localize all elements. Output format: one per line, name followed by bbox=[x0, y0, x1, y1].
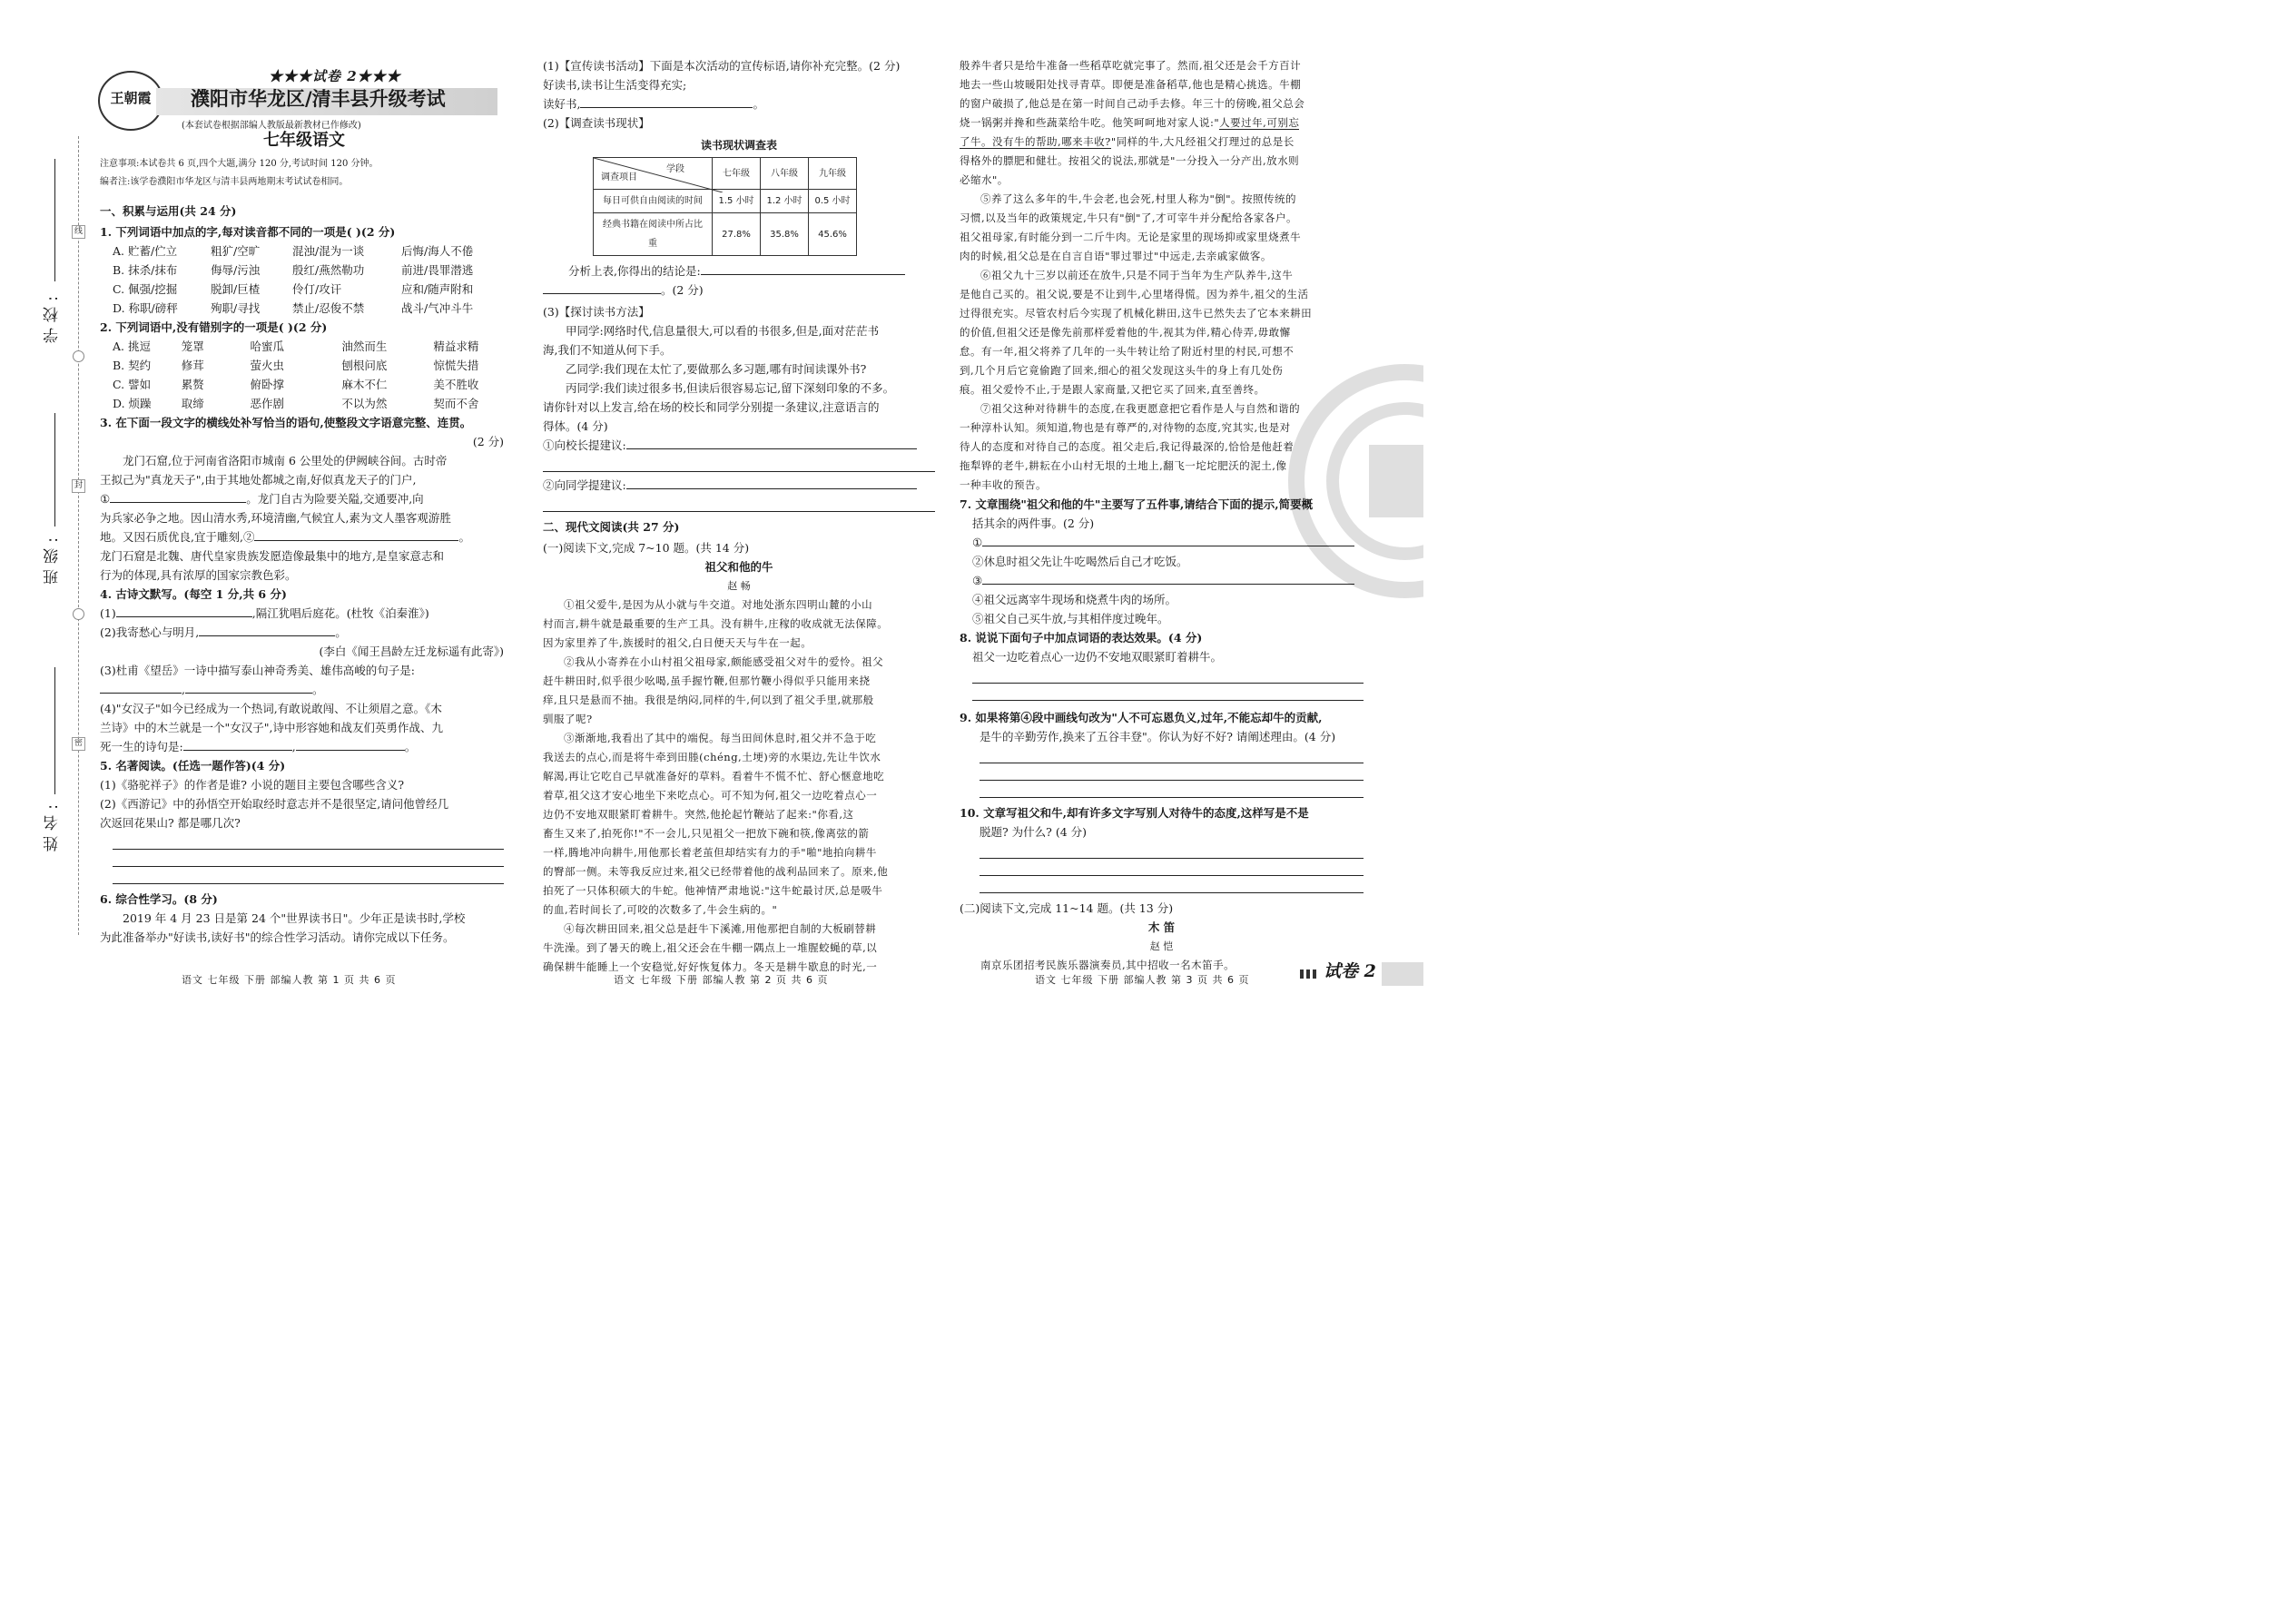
story-text: "同样的牛,大凡经祖父打理过的总是长 bbox=[1110, 135, 1295, 148]
q7-number: ③ bbox=[972, 574, 983, 587]
option-cell: 不以为然 bbox=[341, 397, 388, 410]
option-cell: D. 烦躁 bbox=[113, 397, 152, 410]
q6-text: 为此准备举办"好读书,读好书"的综合性学习活动。请你完成以下任务。 bbox=[100, 930, 455, 944]
question-4: 4. 古诗文默写。(每空 1 分,共 6 分) bbox=[100, 587, 287, 601]
binding-hole-bottom bbox=[73, 608, 84, 620]
story-line: 牛洗澡。到了暑天的晚上,祖父还会在牛棚一隅点上一堆腥蛟蝇的草,以 bbox=[543, 941, 878, 954]
q3-blank-2[interactable] bbox=[254, 528, 458, 541]
a3-text: 请你针对以上发言,给在场的校长和同学分别提一条建议,注意语言的 bbox=[543, 400, 880, 414]
story-line: 的臀部一侧。未等我反应过来,祖父已经带着他的战利品回来了。原来,他 bbox=[543, 865, 889, 878]
underlined-sentence: 人要过年,可别忘 bbox=[1219, 116, 1300, 129]
story-line: 痒,且只是悬而不抽。我很是纳闷,同样的牛,何以到了祖父手里,就那般 bbox=[543, 694, 874, 706]
option-row[interactable] bbox=[113, 375, 504, 394]
answer-line[interactable] bbox=[980, 767, 1364, 781]
column-1 bbox=[100, 198, 504, 947]
class-field[interactable] bbox=[54, 413, 55, 527]
story-line: ⑥祖父九十三岁以前还在放牛,只是不同于当年为生产队养牛,这牛 bbox=[980, 269, 1294, 281]
q4-blank[interactable] bbox=[183, 738, 292, 751]
suggestion-principal bbox=[543, 436, 935, 455]
question-7: 括其余的两件事。(2 分) bbox=[972, 517, 1095, 530]
q4-text: , bbox=[182, 683, 185, 696]
table-cell: 35.8% bbox=[761, 213, 809, 256]
option-cell: 后悔/海人不倦 bbox=[401, 244, 474, 258]
analysis-blank[interactable] bbox=[701, 262, 905, 275]
answer-line[interactable] bbox=[980, 750, 1364, 763]
story-line: ①祖父爱牛,是因为从小就与牛交道。对地处浙东四明山麓的小山 bbox=[564, 598, 873, 611]
story-line: 怠。有一年,祖父将养了几年的一头牛转让给了附近村里的村民,可想不 bbox=[960, 345, 1295, 358]
a3-text: 甲同学:网络时代,信息量很大,可以看的书很多,但是,面对茫茫书 bbox=[566, 324, 880, 338]
story-line: 一样,腾地冲向耕牛,用他那长着老茧但却结实有力的手"啪"地拍向耕牛 bbox=[543, 846, 877, 859]
column-2 bbox=[543, 56, 935, 977]
story-line: 确保耕牛能睡上一个安稳觉,好好恢复体力。冬天是耕牛歇息的时光,一 bbox=[543, 960, 878, 973]
story-line: 的血,若时间长了,可咬的次数多了,牛会生病的。" bbox=[543, 903, 778, 916]
story-line: 待人的态度和对待自己的态度。祖父走后,我记得最深的,恰恰是他赶着 bbox=[960, 440, 1295, 453]
slogan-text: 。 bbox=[753, 97, 764, 111]
table-col-header: 八年级 bbox=[761, 158, 809, 190]
story-line: 我送去的点心,而是将牛牵到田塍(chéng,土埂)旁的水渠边,先让牛饮水 bbox=[543, 751, 881, 763]
story-line: 是他自己买的。祖父说,要是不让到牛,心里堵得慌。因为养牛,祖父的生活 bbox=[960, 288, 1309, 300]
option-cell: A. 挑逗 bbox=[113, 340, 151, 353]
option-cell: 哈蜜瓜 bbox=[250, 340, 284, 353]
option-cell: 精益求精 bbox=[433, 340, 479, 353]
option-cell: 萤火虫 bbox=[250, 359, 284, 372]
story-line: ⑤养了这么多年的牛,牛会老,也会死,村里人称为"倒"。按照传统的 bbox=[980, 192, 1297, 205]
table-cell: 45.6% bbox=[809, 213, 857, 256]
q4-source: (李白《闻王昌龄左迁龙标遥有此寄》) bbox=[319, 645, 504, 658]
story-line: ④每次耕田回来,祖父总是赶牛下溪滩,用他那把自制的大板刷替耕 bbox=[564, 922, 877, 935]
reading-1-instructions: (一)阅读下文,完成 7~10 题。(共 14 分) bbox=[543, 541, 750, 555]
table-title: 读书现状调查表 bbox=[700, 139, 777, 152]
q5-item-2: (2)《西游记》中的孙悟空开始取经时意志并不是很坚定,请问他曾经几 bbox=[100, 797, 449, 811]
story-line: 一种淳朴认知。须知道,物也是有尊严的,对待物的态度,究其实,也是对 bbox=[960, 421, 1291, 434]
underlined-sentence: 了牛。没有牛的帮助,哪来丰收? bbox=[960, 135, 1111, 148]
binding-hole-top bbox=[73, 350, 84, 362]
q4-blank[interactable] bbox=[199, 624, 335, 636]
story-line: 拖犁铧的老牛,耕耘在小山村无垠的土地上,翻飞一坨坨肥沃的泥土,像 bbox=[960, 459, 1287, 472]
option-cell: 修茸 bbox=[181, 359, 204, 372]
option-row[interactable] bbox=[113, 280, 504, 299]
binding-mark-mid: 封 bbox=[72, 479, 85, 493]
table-head-item: 调查项目 bbox=[601, 172, 637, 182]
story-author: 赵 畅 bbox=[727, 580, 751, 592]
q3-text: 。 bbox=[458, 530, 470, 544]
story-2-title: 木 笛 bbox=[1147, 920, 1176, 934]
table-corner-cell bbox=[594, 158, 713, 190]
question-7: 7. 文章围绕"祖父和他的牛"主要写了五件事,请结合下面的提示,简要概 bbox=[960, 497, 1314, 511]
q7-item-4: ④祖父远离宰牛现场和烧煮牛肉的场所。 bbox=[972, 593, 1177, 606]
option-cell: 刨根问底 bbox=[341, 359, 388, 372]
watermark-stamp bbox=[1287, 359, 1423, 604]
story-line: 肉的时候,祖父总是在自言自语"罪过罪过"中远走,去亲戚家做客。 bbox=[960, 250, 1272, 262]
story-line: 赶牛耕田时,似乎很少吆喝,虽手握竹鞭,但那竹鞭小得似乎只能用来挠 bbox=[543, 674, 871, 687]
q5-item-2: 次返回花果山? 都是哪几次? bbox=[100, 816, 241, 830]
q4-text: (2)我寄愁心与明月, bbox=[100, 625, 200, 639]
analysis-prompt: 分析上表,你得出的结论是: bbox=[568, 264, 701, 278]
brand-name: 王朝霞 bbox=[110, 90, 152, 106]
story-continued bbox=[960, 152, 1364, 190]
question-3-score: (2 分) bbox=[472, 435, 504, 448]
option-cell: D. 称职/磅秤 bbox=[113, 301, 178, 315]
name-label: 姓名: bbox=[44, 799, 62, 851]
story-continued bbox=[960, 56, 1364, 133]
table-head-grade: 学段 bbox=[666, 164, 684, 174]
answer-line[interactable] bbox=[113, 836, 504, 850]
option-cell: 俯卧撑 bbox=[250, 378, 284, 391]
school-label: 学校: bbox=[44, 290, 62, 343]
answer-line[interactable] bbox=[972, 670, 1364, 684]
answer-line[interactable] bbox=[543, 458, 935, 472]
option-cell: 应和/随声附和 bbox=[401, 282, 474, 296]
option-cell: 殉职/寻找 bbox=[211, 301, 261, 315]
q3-blank-line-2 bbox=[100, 527, 504, 546]
q4-item-4: (4)"女汉子"如今已经成为一个热词,有敢说敢闯、不让须眉之意。《木 bbox=[100, 702, 442, 715]
q4-item-3: (3)杜甫《望岳》一诗中描写泰山神奇秀美、雄伟高峻的句子是: bbox=[100, 664, 415, 677]
q5-item-1: (1)《骆驼祥子》的作者是谁? 小说的题目主要包含哪些含义? bbox=[100, 778, 405, 792]
option-cell: 前进/畏罪潜逃 bbox=[401, 263, 474, 277]
suggestion-classmate bbox=[543, 476, 935, 495]
option-cell: C. 佩强/挖掘 bbox=[113, 282, 178, 296]
story-line: ③渐渐地,我看出了其中的端倪。每当田间休息时,祖父并不急于吃 bbox=[564, 732, 877, 744]
q4-text: (1) bbox=[100, 606, 116, 620]
q4-text: 。 bbox=[311, 683, 324, 696]
table-analysis-2 bbox=[543, 281, 935, 300]
exam-title: 濮阳市华龙区/清丰县升级考试 bbox=[191, 88, 446, 110]
q4-item-3-blanks bbox=[100, 680, 504, 699]
suggestion-blank[interactable] bbox=[626, 437, 917, 449]
option-cell: 殷红/燕然勒功 bbox=[292, 263, 365, 277]
a3-text: 乙同学:我们现在太忙了,要做那么多习题,哪有时间读课外书? bbox=[566, 362, 867, 376]
question-3: 3. 在下面一段文字的横线处补写恰当的语句,使整段文字语意完整、连贯。 bbox=[100, 416, 472, 429]
option-cell: 取缔 bbox=[181, 397, 204, 410]
option-cell: 契而不舍 bbox=[433, 397, 479, 410]
a3-text: 得体。(4 分) bbox=[543, 419, 608, 433]
answer-line[interactable] bbox=[980, 862, 1364, 876]
question-1-options bbox=[100, 241, 504, 318]
answer-line[interactable] bbox=[972, 687, 1364, 701]
answer-line[interactable] bbox=[113, 871, 504, 884]
question-5: 5. 名著阅读。(任选一题作答)(4 分) bbox=[100, 759, 286, 773]
option-cell: 笼罩 bbox=[181, 340, 204, 353]
story-line: 痕。祖父爱怜不止,于是跟人家商量,又把它买了回来,直至善终。 bbox=[960, 383, 1265, 396]
page-footer-2: 语文 七年级 下册 部编人教 第 2 页 共 6 页 bbox=[614, 974, 829, 986]
question-8: 8. 说说下面句子中加点词语的表达效果。(4 分) bbox=[960, 631, 1203, 645]
option-cell: A. 贮蓄/伫立 bbox=[113, 244, 178, 258]
table-cell: 1.5 小时 bbox=[713, 190, 761, 213]
option-cell: 伶仃/攻讦 bbox=[292, 282, 342, 296]
q4-text: , bbox=[291, 740, 296, 753]
q3-text: 。龙门自古为险要关隘,交通要冲,向 bbox=[246, 492, 424, 506]
option-cell: B. 契约 bbox=[113, 359, 152, 372]
story-line: 的价值,但祖父还是像先前那样爱着他的牛,视其为伴,精心侍弄,毋敢懈 bbox=[960, 326, 1291, 339]
story-body bbox=[543, 595, 935, 977]
option-cell: 恶作剧 bbox=[250, 397, 284, 410]
answer-line[interactable] bbox=[113, 853, 504, 867]
q3-blank-1[interactable] bbox=[110, 490, 246, 503]
section-2-heading: 二、现代文阅读(共 27 分) bbox=[543, 520, 680, 534]
q4-blank[interactable] bbox=[296, 738, 405, 751]
class-label: 班级: bbox=[44, 532, 62, 585]
option-row[interactable] bbox=[113, 241, 504, 261]
option-cell: C. 譬如 bbox=[113, 378, 152, 391]
option-row[interactable] bbox=[113, 337, 504, 356]
option-row[interactable] bbox=[113, 356, 504, 375]
story-paragraph bbox=[543, 920, 935, 977]
a3-text: 海,我们不知道从何下手。 bbox=[543, 343, 672, 357]
footer-decoration bbox=[1300, 969, 1318, 979]
option-cell: 麻木不仁 bbox=[341, 378, 388, 391]
question-6: 6. 综合性学习。(8 分) bbox=[100, 892, 218, 906]
table-cell: 0.5 小时 bbox=[809, 190, 857, 213]
story-line: 边仍不安地双眼紧盯着耕牛。突然,他抡起竹鞭站了起来:"你看,这 bbox=[543, 808, 854, 821]
option-cell: 惊慌失措 bbox=[433, 359, 479, 372]
table-col-header: 七年级 bbox=[713, 158, 761, 190]
q4-item-4-blanks bbox=[100, 737, 504, 756]
q3-text: 为兵家必争之地。因山清水秀,环境清幽,气候宜人,素为文人墨客观游胜 bbox=[100, 511, 451, 525]
q4-item-2 bbox=[100, 623, 504, 642]
story-line: 烧一锅粥并搀和些蔬菜给牛吃。他笑呵呵地对家人说:"人要过年,可别忘 bbox=[960, 116, 1300, 129]
table-row bbox=[594, 213, 857, 256]
name-field[interactable] bbox=[54, 667, 55, 794]
q3-text: 龙门石窟是北魏、唐代皇家贵族发愿造像最集中的地方,是皇家意志和 bbox=[100, 549, 444, 563]
editor-note: 编者注:该学卷濮阳市华龙区与清丰县两地期末考试试卷相同。 bbox=[100, 177, 349, 187]
paper-tag-footer: 试卷 2 bbox=[1324, 961, 1376, 981]
school-field[interactable] bbox=[54, 159, 55, 281]
slogan-line-1: 好读书,读书让生活变得充实; bbox=[543, 78, 687, 92]
footer-tab bbox=[1382, 962, 1423, 986]
question-10: 10. 文章写祖父和牛,却有许多文字写别人对待牛的态度,这样写是不是 bbox=[960, 806, 1309, 820]
page-footer-1: 语文 七年级 下册 部编人教 第 1 页 共 6 页 bbox=[182, 974, 397, 986]
reading-2-instructions: (二)阅读下文,完成 11~14 题。(共 13 分) bbox=[960, 901, 1174, 915]
story-line: 一种丰收的预告。 bbox=[960, 478, 1047, 491]
activity-3: (3)【探讨读书方法】 bbox=[543, 305, 650, 319]
table-row-label: 每日可供自由阅读的时间 bbox=[594, 190, 713, 213]
question-10: 脱题? 为什么? (4 分) bbox=[980, 825, 1088, 839]
option-cell: 禁止/忍俊不禁 bbox=[292, 301, 365, 315]
story-line: 着草,祖父这才安心地坐下来吃点心。可不知为何,祖父一边吃着点心一 bbox=[543, 789, 878, 802]
option-row[interactable] bbox=[113, 299, 504, 318]
story-line: 习惯,以及当年的政策规定,牛只有"倒"了,才可宰牛并分配给各家各户。 bbox=[960, 212, 1298, 224]
story-title: 祖父和他的牛 bbox=[704, 560, 773, 574]
q3-text: 龙门石窟,位于河南省洛阳市城南 6 公里处的伊阙峡谷间。古时帝 bbox=[123, 454, 448, 468]
answer-line[interactable] bbox=[980, 880, 1364, 893]
q4-text: 死一生的诗句是: bbox=[100, 740, 183, 753]
story-line: 地去一些山坡暖阳处找寻青草。即便是准备稻草,他也是精心挑选。牛棚 bbox=[960, 78, 1302, 91]
option-cell: 油然而生 bbox=[341, 340, 388, 353]
story-line: 畜生又来了,拍死你!"不一会儿,只见祖父一把放下碗和筷,像离弦的箭 bbox=[543, 827, 870, 840]
analysis-blank[interactable] bbox=[543, 281, 661, 294]
story-line: 解渴,再让它吃自己早就准备好的草料。看着牛不慌不忙、舒心惬意地吃 bbox=[543, 770, 885, 782]
story-line: 的窗户破损了,他总是在第一时间自己动手去修。年三十的傍晚,祖父总会 bbox=[960, 97, 1305, 110]
q4-item-4: 兰诗》中的木兰就是一个"女汉子",诗中形容她和战友们英勇作战、九 bbox=[100, 721, 443, 734]
answer-line[interactable] bbox=[980, 784, 1364, 798]
binding-mark-top: 线 bbox=[72, 225, 85, 239]
watermark-graphic bbox=[1287, 359, 1423, 604]
section-1-heading: 一、积累与运用(共 24 分) bbox=[100, 204, 237, 218]
analysis-score: 。(2 分) bbox=[661, 283, 704, 297]
suggestion-label: ②向同学提建议: bbox=[543, 478, 626, 492]
answer-line[interactable] bbox=[980, 845, 1364, 859]
q6-text: 2019 年 4 月 23 日是第 24 个"世界读书日"。少年正是读书时,学校 bbox=[123, 911, 466, 925]
q4-blank[interactable] bbox=[100, 681, 182, 694]
story-line: 般养牛者只是给牛准备一些稻草吃就完事了。然而,祖父还是会千方百计 bbox=[960, 59, 1302, 72]
a3-text: 丙同学:我们读过很多书,但读后很容易忘记,留下深刻印象的不多。 bbox=[566, 381, 895, 395]
slogan-text: 读好书, bbox=[543, 97, 581, 111]
activity-2: (2)【调查读书现状】 bbox=[543, 116, 650, 130]
question-9: 9. 如果将第④段中画线句改为"人不可忘恩负义,过年,不能忘却牛的贡献, bbox=[960, 711, 1323, 724]
q4-text: 。 bbox=[335, 625, 347, 639]
suggestion-label: ①向校长提建议: bbox=[543, 438, 626, 452]
question-9: 是牛的辛勤劳作,换来了五谷丰登"。你认为好不好? 请阐述理由。(4 分) bbox=[980, 730, 1336, 743]
q4-text: ,隔江犹唱后庭花。(杜牧《泊秦淮》) bbox=[251, 606, 429, 620]
q7-number: ① bbox=[972, 536, 983, 549]
q7-item-5: ⑤祖父自己买牛放,与其相伴度过晚年。 bbox=[972, 612, 1169, 625]
story-line: 得格外的膘肥和健壮。按祖父的说法,那就是"一分投入一分产出,放水则 bbox=[960, 154, 1300, 167]
story-paragraph bbox=[543, 595, 935, 653]
page-footer-3: 语文 七年级 下册 部编人教 第 3 页 共 6 页 bbox=[1035, 974, 1250, 986]
story-line: 因为家里养了牛,族援时的祖父,白日便天天与牛在一起。 bbox=[543, 636, 812, 649]
question-2-options bbox=[100, 337, 504, 413]
table-row bbox=[594, 190, 857, 213]
q4-item-1 bbox=[100, 604, 504, 623]
story-2-author: 赵 恺 bbox=[1149, 940, 1174, 952]
story-paragraph bbox=[543, 729, 935, 920]
story-paragraph bbox=[543, 653, 935, 729]
story-line: 必缩水"。 bbox=[960, 173, 1009, 186]
table-cell: 27.8% bbox=[713, 213, 761, 256]
q4-blank[interactable] bbox=[116, 605, 252, 617]
slogan-line-2 bbox=[543, 94, 935, 113]
option-cell: 粗犷/空旷 bbox=[211, 244, 261, 258]
story-para-5 bbox=[960, 190, 1364, 266]
option-row[interactable] bbox=[113, 394, 504, 413]
q8-sentence: 祖父一边吃着点心一边仍不安地双眼紧盯着耕牛。 bbox=[972, 650, 1223, 664]
option-cell: 侮辱/污浊 bbox=[211, 263, 261, 277]
binding-mark-bot: 密 bbox=[72, 737, 85, 751]
story-line: 村而言,耕牛就是最重要的生产工具。没有耕牛,庄稼的收成就无法保障。 bbox=[543, 617, 889, 630]
q4-blank[interactable] bbox=[185, 681, 312, 694]
table-col-header: 九年级 bbox=[809, 158, 857, 190]
paper-tag: ★★★试卷 2★★★ bbox=[269, 68, 401, 84]
q3-text: 地。又因石质优良,宜于雕刻,② bbox=[100, 530, 255, 544]
story-line: ②我从小寄养在小山村祖父祖母家,颇能感受祖父对牛的爱怜。祖父 bbox=[564, 655, 884, 668]
option-cell: B. 抹杀/抹布 bbox=[113, 263, 178, 277]
story-underlined-line bbox=[960, 133, 1364, 152]
answer-line[interactable] bbox=[543, 498, 935, 512]
story-line: 驯服了呢? bbox=[543, 713, 593, 725]
table-analysis bbox=[568, 261, 935, 281]
option-cell: 累赘 bbox=[181, 378, 204, 391]
story-line: ⑦祖父这种对待耕牛的态度,在我更愿意把它看作是人与自然和谐的 bbox=[980, 402, 1301, 415]
option-cell: 战斗/气冲斗牛 bbox=[401, 301, 474, 315]
story-line: 拍死了一只体积硕大的牛蛇。他神情严肃地说:"这牛蛇最讨厌,总是吸牛 bbox=[543, 884, 883, 897]
q3-text: 王拟己为"真龙天子",由于其地处都城之南,好似真龙天子的门户, bbox=[100, 473, 417, 487]
suggestion-blank[interactable] bbox=[626, 477, 917, 489]
q4-text: 。 bbox=[404, 740, 417, 753]
story-line: 祖父祖母家,有时能分到一二斤牛肉。无论是家里的现场抑或家里烧煮牛 bbox=[960, 231, 1302, 243]
option-row[interactable] bbox=[113, 261, 504, 280]
q3-text: ① bbox=[100, 492, 111, 506]
table-row-label: 经典书籍在阅读中所占比重 bbox=[594, 213, 713, 256]
grade-subject: 七年级语文 bbox=[263, 131, 345, 150]
option-cell: 脱卸/巨楂 bbox=[211, 282, 261, 296]
brand-logo bbox=[98, 71, 163, 131]
option-cell: 混浊/混为一谈 bbox=[292, 244, 365, 258]
story-line: 过得很充实。尽管农村后今实现了机械化耕田,这牛已然失去了它本来耕田 bbox=[960, 307, 1313, 320]
table-cell: 1.2 小时 bbox=[761, 190, 809, 213]
question-1: 1. 下列词语中加点的字,每对读音都不同的一项是( )(2 分) bbox=[100, 225, 396, 239]
slogan-blank[interactable] bbox=[580, 95, 753, 108]
question-2: 2. 下列词语中,没有错别字的一项是( )(2 分) bbox=[100, 320, 328, 334]
q3-blank-line-1 bbox=[100, 489, 504, 508]
survey-table bbox=[593, 157, 857, 256]
binding-dashed-line bbox=[78, 136, 79, 935]
story-2-text: 南京乐团招考民族乐器演奏员,其中招收一名木笛手。 bbox=[980, 959, 1236, 971]
exam-subtitle: (本套试卷根据部编人教版最新教材已作修改) bbox=[182, 121, 361, 131]
q7-item-2: ②休息时祖父先让牛吃喝然后自己才吃饭。 bbox=[972, 555, 1188, 568]
story-line: 到,几个月后它竟偷跑了回来,细心的祖父发现这头牛的身上有几处伤 bbox=[960, 364, 1284, 377]
activity-1: (1)【宣传读书活动】下面是本次活动的宣传标语,请你补充完整。(2 分) bbox=[543, 59, 901, 73]
option-cell: 美不胜收 bbox=[433, 378, 479, 391]
exam-notice: 注意事项:本试卷共 6 页,四个大题,满分 120 分,考试时间 120 分钟。 bbox=[100, 159, 379, 169]
q3-text: 行为的体现,具有浓厚的国家宗教色彩。 bbox=[100, 568, 297, 582]
